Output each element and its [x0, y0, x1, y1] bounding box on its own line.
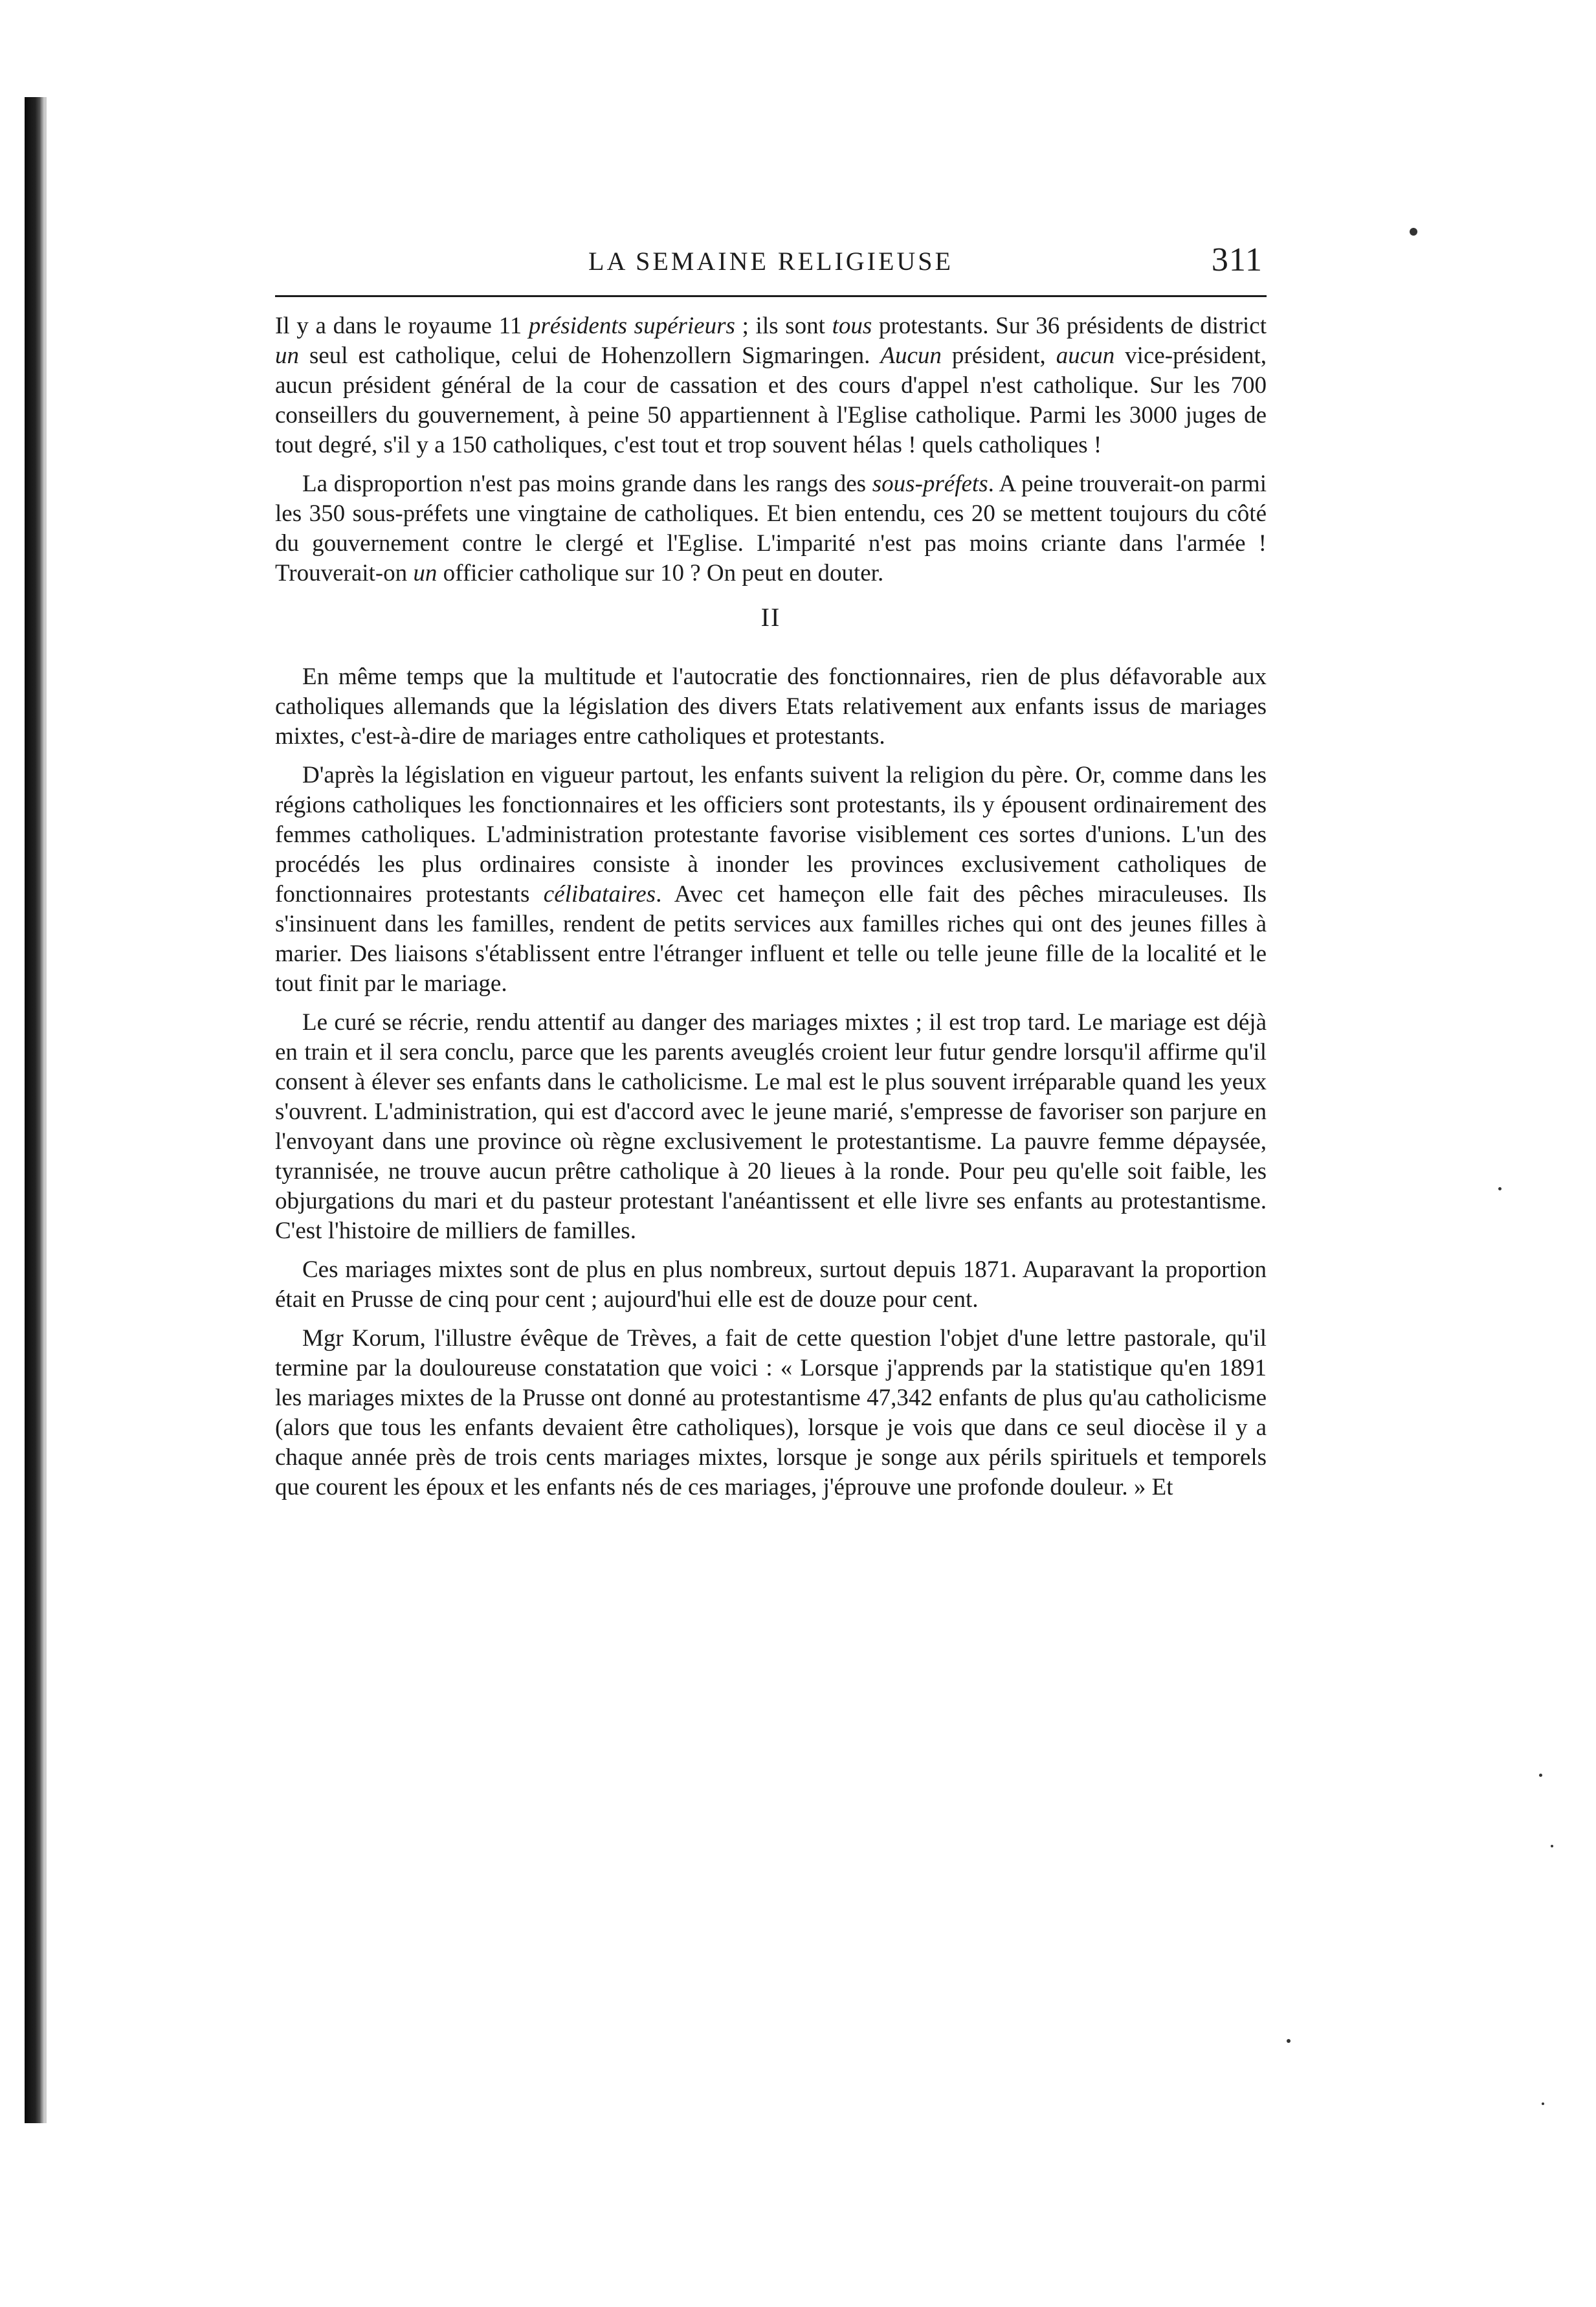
italic-text: aucun [1056, 342, 1115, 369]
text-run: . Avec cet hameçon elle fait des pêches miraculeuses. Ils s'insinuent dans les familles, rendent de petits services aux familles riches qui ont des jeunes filles à marier. Des liaisons s'établissent entre l'étranger influent et telle ou telle jeune fille de la localité et le tout finit par le mariage. [275, 881, 1267, 997]
italic-text: sous-préfets [872, 471, 988, 497]
text-run: La disproportion n'est pas moins grande dans les rangs des [302, 471, 872, 497]
page-binding-shadow [41, 97, 47, 2123]
paragraph [275, 662, 1267, 752]
italic-text: présidents supérieurs [528, 313, 735, 339]
text-run: Il y a dans le royaume 11 [275, 313, 529, 339]
italic-text: un [275, 342, 299, 369]
text-run: En même temps que la multitude et l'autocratie des fonctionnaires, rien de plus défavorable aux catholiques allemands que la législation des divers Etats relativement aux enfants issus de mariages mixtes, c'est-à-dire de mariages entre catholiques et protestants. [275, 663, 1267, 750]
header-rule [275, 295, 1267, 297]
text-run: seul est catholique, celui de Hohenzollern Sigmaringen. [299, 342, 881, 369]
text-run: protestants. Sur 36 présidents de district [872, 313, 1267, 339]
scan-speck [1539, 1774, 1542, 1777]
paragraph [275, 1255, 1267, 1315]
running-title: LA SEMAINE RELIGIEUSE [588, 247, 953, 276]
italic-text: célibataires [543, 881, 656, 908]
scan-speck [1287, 2039, 1291, 2043]
text-run: D'après la législation en vigueur partout, les enfants suivent la religion du père. Or, comme dans les régions catholiques les fonctionnaires et les officiers sont protestants, ils y épousent ordinairement des femmes catholiques. L'administration protestante favorise visiblement ces sortes d'unions. L'un des procédés les plus ordinaires consiste à inonder les provinces exclusivement catholiques de fonctionnaires protestants [275, 762, 1267, 908]
scan-speck [1551, 1845, 1553, 1847]
text-run: officier catholique sur 10 ? On peut en douter. [437, 560, 884, 586]
paragraph [275, 469, 1267, 588]
scan-speck [1498, 1187, 1502, 1190]
document-page [275, 240, 1267, 2156]
page-number: 311 [1211, 241, 1263, 278]
text-run: président, [941, 342, 1056, 369]
paragraph [275, 311, 1267, 460]
text-run: Le curé se récrie, rendu attentif au danger des mariages mixtes ; il est trop tard. Le mariage est déjà en train et il sera conclu, parce que les parents aveuglés croient leur futur gendre lorsqu'il affirme qu'il consent à élever ses enfants dans le catholicisme. Le mal est le plus souvent irréparable quand les yeux s'ouvrent. L'administration, qui est d'accord avec le jeune marié, s'empresse de favoriser son parjure en l'envoyant dans une province où règne exclusivement le protestantisme. La pauvre femme dépaysée, tyrannisée, ne trouve aucun prêtre catholique à 20 lieues à la ronde. Pour peu qu'elle soit faible, les objurgations du mari et du pasteur protestant l'anéantissent et elle livre ses enfants au protestantisme. C'est l'histoire de milliers de familles. [275, 1009, 1267, 1244]
running-head [275, 240, 1267, 278]
section-number: II [760, 603, 781, 632]
scan-speck [1410, 228, 1417, 236]
scan-speck [1542, 2102, 1544, 2105]
text-run: Ces mariages mixtes sont de plus en plus nombreux, surtout depuis 1871. Auparavant la proportion était en Prusse de cinq pour cent ; aujourd'hui elle est de douze pour cent. [275, 1256, 1267, 1313]
text-run: ; ils sont [735, 313, 832, 339]
text-run: vice-président, aucun président général de la cour de cassation et des cours d'appel n'est catholique. Sur les 700 conseillers du gouvernement, à peine 50 appartiennent à l'Eglise catholique. Parmi les 3000 juges de tout degré, s'il y a 150 catholiques, c'est tout et trop souvent hélas ! quels catholiques ! [275, 342, 1267, 458]
italic-text: tous [832, 313, 872, 339]
article-body [275, 311, 1267, 1502]
paragraph [275, 1008, 1267, 1246]
italic-text: Aucun [880, 342, 942, 369]
text-run: Mgr Korum, l'illustre évêque de Trèves, a fait de cette question l'objet d'une lettre pastorale, qu'il termine par la douloureuse constatation que voici : « Lorsque j'apprends par la statistique qu'en 1891 les mariages mixtes de la Prusse ont donné au protestantisme 47,342 enfants de plus qu'au catholicisme (alors que tous les enfants devaient être catholiques), lorsque je vois que dans ce seul diocèse il y a chaque année près de trois cents mariages mixtes, lorsque je songe aux périls spirituels et temporels que courent les époux et les enfants nés de ces mariages, j'éprouve une profonde douleur. » Et [275, 1325, 1267, 1500]
paragraph [275, 761, 1267, 999]
paragraph [275, 1324, 1267, 1502]
text-run: . A peine trouverait-on parmi les 350 sous-préfets une vingtaine de catholiques. Et bien entendu, ces 20 se mettent toujours du côté du gouvernement contre le clergé et l'Eglise. L'imparité n'est pas moins criante dans l'armée ! Trouverait-on [275, 471, 1267, 586]
italic-text: un [413, 560, 438, 586]
